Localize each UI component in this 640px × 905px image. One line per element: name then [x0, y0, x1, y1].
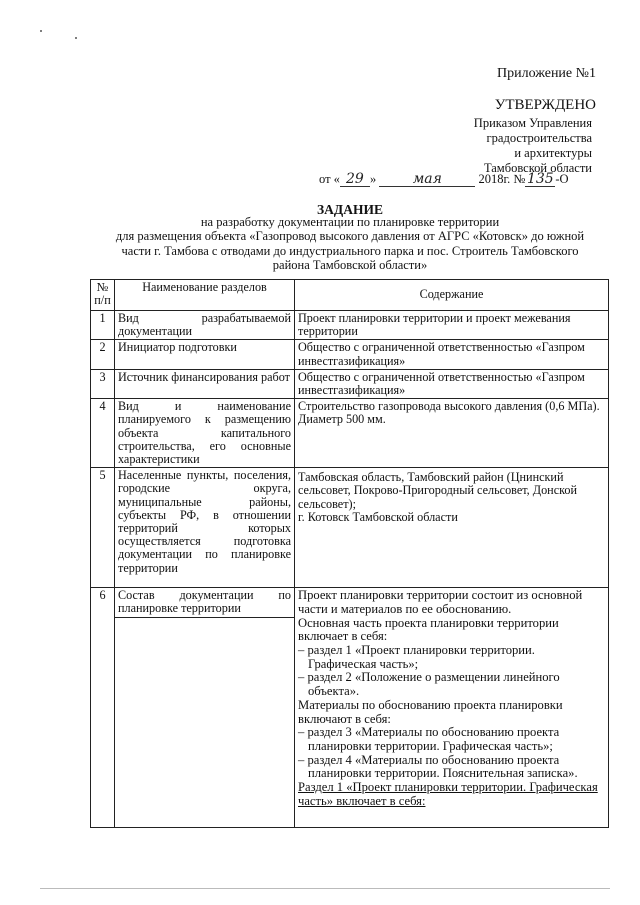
appendix-label: Приложение №1 [497, 66, 596, 81]
task-line4: района Тамбовской области» [272, 258, 428, 272]
row-num: 5 [91, 468, 115, 588]
table-row [91, 588, 609, 828]
row-content: Проект планировки территории и проект межевания территории [295, 311, 609, 340]
date-month: мая [379, 172, 475, 187]
row6-content-item1: – раздел 1 «Проект планировки территории. Графическая часть»; [298, 643, 535, 671]
table-row [91, 399, 609, 468]
row6-content-item2: – раздел 2 «Положение о размещении линейного объекта». [298, 670, 560, 699]
row6-content-p1: Проект планировки территории состоит из основной части и материалов по ее обоснованию. [298, 588, 583, 616]
order-line4: Тамбовской области [483, 161, 592, 175]
date-line [319, 172, 609, 187]
row6-name-text: Состав документации по планировке территории [115, 588, 294, 618]
row6-content-item3: – раздел 3 «Материалы по обоснованию проекта планировки территории. Графическая часть»; [298, 725, 560, 753]
scan-speck [40, 30, 42, 32]
row-num: 2 [91, 340, 115, 369]
date-year: 2018г. № [478, 172, 526, 186]
order-line3: и архитектуры [514, 146, 592, 160]
header-name: Наименование разделов [115, 280, 295, 311]
task-line1: на разработку документации по планировке территории [200, 215, 500, 229]
header-num: № п/п [91, 280, 115, 311]
date-day: 29 [340, 172, 370, 187]
row-content: Общество с ограниченной ответственностью «Газпром инвестгазификация» [295, 369, 609, 398]
scan-speck [75, 37, 77, 39]
row5-content-kotovsk: г. Котовск Тамбовской области [298, 509, 458, 524]
date-suffix: -О [555, 172, 569, 186]
row-name: Вид и наименование планируемого к размещению объекта капитального строительства, его основные характеристики [115, 399, 295, 468]
row-num: 1 [91, 311, 115, 340]
table-header-row [91, 280, 609, 311]
header-content: Содержание [295, 280, 609, 311]
row6-content-p3: Материалы по обоснованию проекта планировки включают в себя: [298, 697, 563, 726]
table-row [91, 369, 609, 398]
row5-content-regions: Тамбовская область, Тамбовский район (Цнинский сельсовет, Покрово-Пригородный сельсовет, Донской сельсовет); [298, 470, 578, 511]
row-content: Строительство газопровода высокого давления (0,6 МПа). Диаметр 500 мм. [295, 399, 609, 468]
order-line1: Приказом Управления [473, 116, 592, 130]
row-num: 4 [91, 399, 115, 468]
date-mid: » [369, 172, 377, 186]
row-name: Инициатор подготовки [115, 340, 295, 369]
table-row [91, 468, 609, 588]
table-row [91, 340, 609, 369]
row-content [295, 468, 609, 588]
task-table [90, 279, 609, 828]
row-content [295, 588, 609, 828]
row-num: 3 [91, 369, 115, 398]
order-line2: градостроительства [486, 131, 592, 145]
row-name: Вид разрабатываемой документации [115, 311, 295, 340]
row6-content-p2: Основная часть проекта планировки территории включает в себя: [298, 615, 559, 644]
row6-content-item4: – раздел 4 «Материалы по обоснованию проекта планировки территории. Пояснительная записка». [298, 752, 578, 781]
task-line3: части г. Тамбова с отводами до индустриального парка и пос. Строитель Тамбовского [121, 244, 579, 258]
row-name: Населенные пункты, поселения, городские округа, муниципальные районы, субъекты РФ, в отношении территорий которых осуществляется подготовка документации по планировке территории [115, 468, 295, 588]
row-name: Источник финансирования работ [115, 369, 295, 398]
row-num: 6 [91, 588, 115, 828]
task-title: ЗАДАНИЕ [317, 202, 383, 217]
row6-content-p4: Раздел 1 «Проект планировки территории. Графическая часть» включает в себя: [298, 780, 598, 808]
approved-stamp: УТВЕРЖДЕНО [494, 97, 596, 113]
scan-edge-line [40, 888, 610, 889]
task-line2: для размещения объекта «Газопровод высокого давления от АГРС «Котовск» до южной [115, 229, 585, 243]
date-prefix: от « [319, 172, 340, 186]
table-row [91, 311, 609, 340]
row-name [115, 588, 295, 828]
row-content: Общество с ограниченной ответственностью «Газпром инвестгазификация» [295, 340, 609, 369]
order-number: 135 [526, 171, 554, 187]
